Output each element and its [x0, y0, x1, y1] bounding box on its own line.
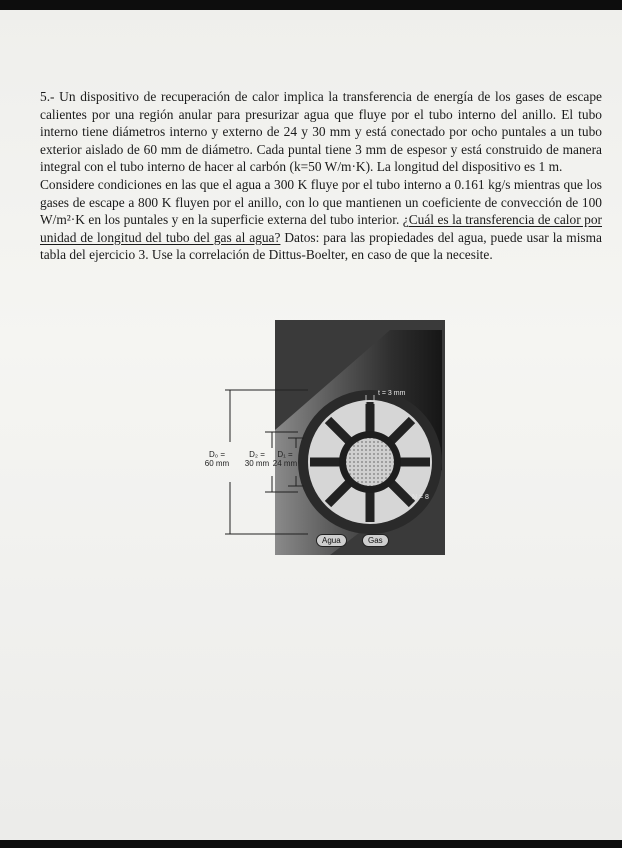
problem-conditions: Considere condiciones en las que el agua a 300 K fluye por el tubo interno a 0.161 kg/s mientras que los gases de escape a 800 K fluyen por el anillo, con lo que mantienen un coeficiente de convección de 100 W/m²·K en los puntales y en la superficie externa del tubo interior. [40, 176, 602, 228]
problem-question: ¿Cuál es la transferencia de calor por unidad de longitud del tubo del gas al agua? [40, 212, 602, 245]
d0-label [204, 450, 230, 468]
water-label: Agua [316, 534, 347, 547]
tube-cross-section-diagram [180, 320, 460, 560]
d2-symbol: D₂ = [249, 450, 265, 459]
d0-value: 60 mm [204, 459, 230, 468]
problem-paragraph-2 [40, 176, 602, 264]
d2-label [244, 450, 270, 468]
problem-data-note: Datos: para las propiedades del agua, puede usar la misma tabla del ejercicio 3. Use la correlación de Dittus-Boelter, en caso de que la necesite. [40, 229, 602, 263]
strut-thickness-label: t = 3 mm [378, 390, 406, 397]
d2-value: 30 mm [244, 459, 270, 468]
problem-paragraph-1: 5.- Un dispositivo de recuperación de calor implica la transferencia de energía de los gases de escape calientes por una región anular para presurizar agua que fluye por el tubo interno del anillo. El tubo interno tiene diámetros interno y externo de 24 y 30 mm y está conectado por ocho puntales a un tubo exterior aislado de 60 mm de diámetro. Cada puntal tiene 3 mm de espesor y está construido de manera integral con el tubo interno de hacer al carbón (k=50 W/m·K). La longitud del dispositivo es 1 m. [40, 89, 602, 175]
water-core [346, 438, 394, 486]
strut-count-label: N = 8 [412, 494, 429, 501]
gas-label: Gas [362, 534, 389, 547]
d1-value: 24 mm [272, 459, 298, 468]
heat-exchanger-figure [180, 320, 460, 560]
problem-statement [40, 88, 602, 264]
document-page [0, 10, 622, 840]
d0-symbol: D₀ = [209, 450, 225, 459]
d1-symbol: D₁ = [277, 450, 293, 459]
d1-label [272, 450, 298, 468]
